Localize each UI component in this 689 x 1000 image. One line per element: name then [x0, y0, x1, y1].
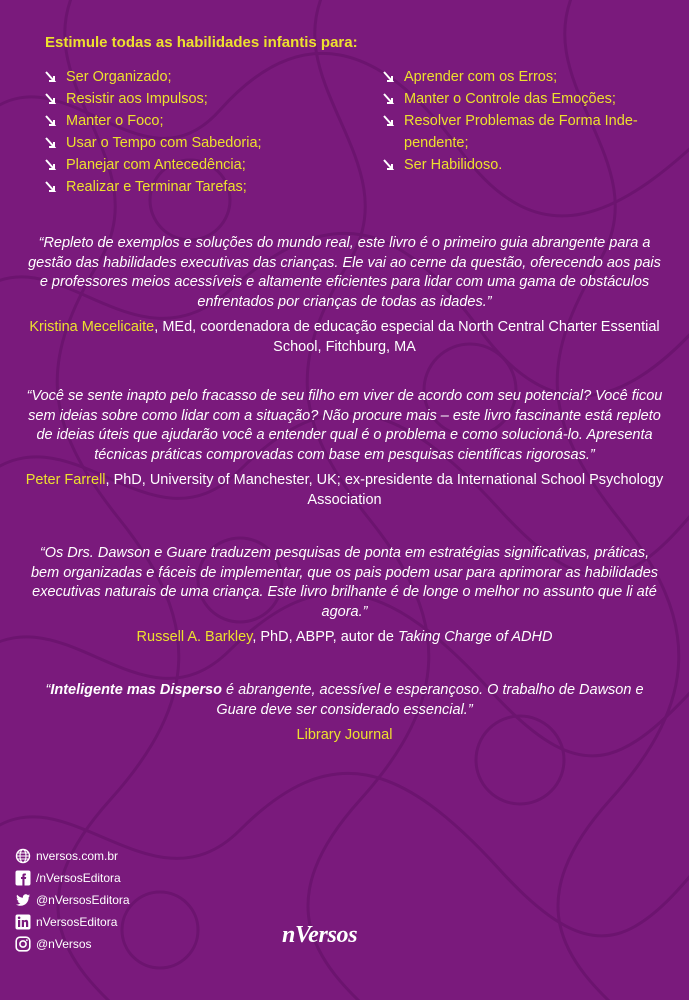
testimonial-1 — [24, 234, 665, 357]
social-item-linkedin[interactable] — [15, 911, 130, 933]
quote-author: Kristina Mecelicaite — [29, 319, 155, 335]
list-item: Planejar com Antecedência; — [45, 154, 345, 176]
arrow-down-right-icon — [45, 158, 60, 172]
list-item: Resistir aos Impulsos; — [45, 88, 345, 110]
social-label[interactable]: nVersosEditora — [36, 915, 118, 929]
linkedin-icon — [15, 914, 31, 930]
arrow-down-right-icon — [45, 70, 60, 84]
social-label[interactable]: nversos.com.br — [36, 849, 119, 863]
instagram-icon — [15, 936, 31, 952]
skills-heading: Estimule todas as habilidades infantis para: — [45, 34, 358, 51]
arrow-down-right-icon — [383, 92, 398, 106]
quote-attribution — [24, 628, 665, 648]
social-item-facebook[interactable] — [15, 867, 130, 889]
arrow-down-right-icon — [45, 136, 60, 150]
social-label[interactable]: @nVersos — [36, 937, 92, 951]
skills-list-left — [45, 66, 345, 198]
list-item: Ser Habilidoso. — [383, 154, 658, 176]
testimonial-2 — [24, 387, 665, 510]
list-item: Usar o Tempo com Sabedoria; — [45, 132, 345, 154]
social-item-instagram[interactable] — [15, 933, 130, 955]
twitter-icon — [15, 892, 31, 908]
arrow-down-right-icon — [45, 180, 60, 194]
list-item: Realizar e Terminar Tarefas; — [45, 176, 345, 198]
quote-body: é abrangente, acessível e esperançoso. O trabalho de Dawson e Guare deve ser considerado essencial.” — [216, 682, 644, 718]
list-item: Manter o Foco; — [45, 110, 345, 132]
quote-text: “Você se sente inapto pelo fracasso de seu filho em viver de acordo com seu potencial? Você ficou sem ideias sobre como lidar com a situação? Não procure mais – este livro fascinante está repleto de ideias úteis que ajudarão você a entender qual é o problema e como solucioná-lo. Apresenta técnicas práticas comprovadas com base em pesquisas científicas rigorosas.” — [26, 388, 663, 463]
quote-attribution — [24, 318, 665, 357]
social-item-twitter[interactable] — [15, 889, 130, 911]
list-item: Aprender com os Erros; — [383, 66, 658, 88]
quote-author: Russell A. Barkley — [136, 629, 253, 645]
book-title: Inteligente mas Disperso — [50, 682, 222, 698]
list-item: Ser Organizado; — [45, 66, 345, 88]
list-item: Manter o Controle das Emoções; — [383, 88, 658, 110]
skills-list-right — [383, 66, 658, 176]
quote-author: Peter Farrell — [25, 472, 106, 488]
testimonial-3 — [24, 544, 665, 648]
arrow-down-right-icon — [383, 114, 398, 128]
quote-source: Library Journal — [296, 727, 393, 743]
globe-icon — [15, 848, 31, 864]
arrow-down-right-icon — [45, 114, 60, 128]
author-credentials: , MEd, coordenadora de educação especial da North Central Charter Essential School, Fitchburg, MA — [154, 319, 660, 355]
quote-text: “Os Drs. Dawson e Guare traduzem pesquisas de ponta em estratégias significativas, práticas, bem organizadas e fáceis de implementar, que os pais podem usar para aprimorar as habilidades executivas naturais de uma criança. Este livro brilhante é de longe o melhor no assunto que li até agora.” — [30, 545, 659, 620]
author-credentials: , PhD, ABPP, autor de — [252, 629, 398, 645]
facebook-icon — [15, 870, 31, 886]
quote-text — [24, 681, 665, 720]
book-title: Taking Charge of ADHD — [397, 629, 553, 645]
quote-text: “Repleto de exemplos e soluções do mundo real, este livro é o primeiro guia abrangente para a gestão das habilidades executivas das crianças. Ele vai ao cerne da questão, oferecendo aos pais e professores meios acessíveis e altamente eficientes para lidar com uma gama de obstáculos enfrentados por crianças de todas as idades.” — [28, 235, 661, 310]
publisher-logo: nVersos — [282, 922, 358, 948]
social-label[interactable]: /nVersosEditora — [36, 871, 121, 885]
social-label[interactable]: @nVersosEditora — [36, 893, 130, 907]
quote-attribution — [24, 726, 665, 746]
quote-open-mark: “ — [45, 682, 51, 698]
author-credentials: , PhD, University of Manchester, UK; ex-presidente da International School Psychology Association — [105, 472, 664, 508]
quote-attribution — [24, 471, 665, 510]
social-links — [15, 845, 130, 955]
social-item-website[interactable] — [15, 845, 130, 867]
arrow-down-right-icon — [383, 158, 398, 172]
testimonial-4 — [24, 681, 665, 746]
list-item: Resolver Problemas de Forma Inde-pendente; — [383, 110, 658, 154]
arrow-down-right-icon — [45, 92, 60, 106]
arrow-down-right-icon — [383, 70, 398, 84]
